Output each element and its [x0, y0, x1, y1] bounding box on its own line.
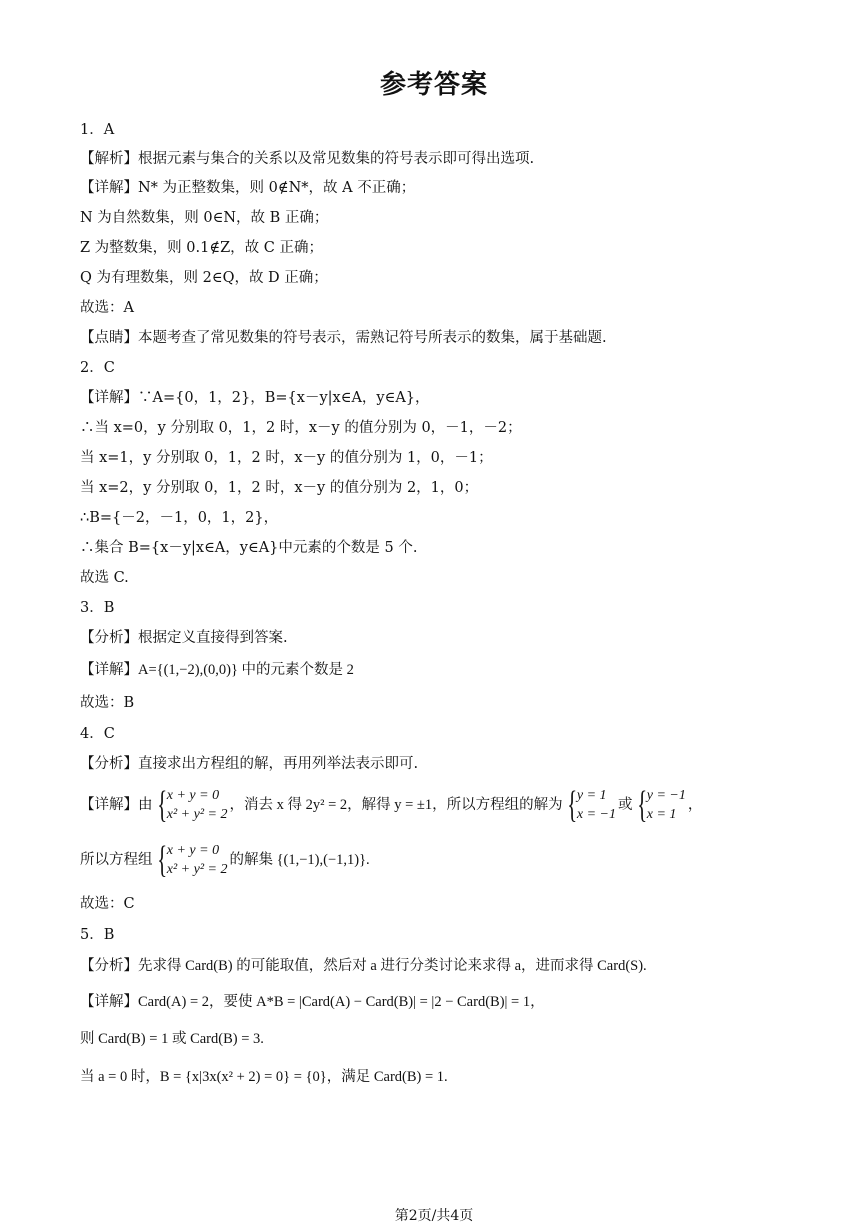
- equation-system: [155, 786, 228, 824]
- q4-solution-set: [80, 840, 800, 880]
- q1-detail-q: Q 为有理数集，则 2∈Q，故 D 正确；: [80, 270, 328, 286]
- equation-row: y = 1: [576, 788, 607, 803]
- equation-row: x + y = 0: [166, 843, 220, 858]
- q3-analysis: 【分析】根据定义直接得到答案.: [80, 630, 288, 646]
- brace-symbol: {: [566, 784, 577, 826]
- equation-row: y = −1: [646, 788, 686, 803]
- equation-row: x² + y² = 2: [166, 807, 228, 822]
- q2-count: ∴集合 B={x－y|x∈A，y∈A}中元素的个数是 5 个.: [80, 540, 418, 556]
- q4-detail-text-1: 【详解】由: [80, 797, 153, 813]
- solution-system-1: [565, 786, 616, 824]
- q3-number: 3．B: [80, 600, 115, 616]
- q1-detail-z: Z 为整数集，则 0.1∉Z，故 C 正确；: [80, 240, 323, 256]
- q1-detail-n: N 为自然数集，则 0∈N，故 B 正确；: [80, 210, 329, 226]
- page-number: 第2页/共4页: [394, 1208, 474, 1224]
- q4-analysis: 【分析】直接求出方程组的解，再用列举法表示即可.: [80, 756, 419, 772]
- q2-detail: 【详解】∵A={0，1，2}，B={x－y|x∈A，y∈A}，: [80, 390, 430, 406]
- q4-set-text-1: 所以方程组: [80, 852, 153, 868]
- brace-symbol: {: [156, 839, 167, 881]
- equation-row: x = −1: [576, 807, 616, 822]
- q5-detail-card: 则 Card(B) = 1 或 Card(B) = 3.: [80, 1031, 264, 1047]
- q1-detail: 【详解】N* 为正整数集，则 0∉N*，故 A 不正确；: [80, 180, 416, 196]
- q5-detail: 【详解】Card(A) = 2，要使 A*B = |Card(A) − Card(B)| = |2 − Card(B)| = 1，: [80, 994, 545, 1010]
- q2-set-b: ∴B={－2，－1，0，1，2}，: [80, 510, 279, 526]
- q1-comment: 【点睛】本题考查了常见数集的符号表示，需熟记符号所表示的数集，属于基础题.: [80, 330, 607, 346]
- brace-symbol: {: [156, 784, 167, 826]
- solution-system-2: [635, 786, 686, 824]
- q2-number: 2．C: [80, 360, 115, 376]
- q4-detail-text-4: ，: [687, 797, 703, 813]
- q3-choice: 故选：B: [80, 695, 135, 711]
- q4-number: 4．C: [80, 726, 115, 742]
- q4-detail: [80, 785, 800, 825]
- q5-analysis: 【分析】先求得 Card(B) 的可能取值，然后对 a 进行分类讨论来求得 a，进而求得 Card(S).: [80, 958, 647, 974]
- q4-detail-text-2: ，消去 x 得 2y² = 2，解得 y = ±1，所以方程组的解为: [229, 797, 563, 813]
- q4-detail-text-3: 或: [618, 797, 633, 813]
- equation-system: [155, 841, 228, 879]
- q1-choice: 故选：A: [80, 300, 134, 316]
- q3-detail: 【详解】A={(1,−2),(0,0)} 中的元素个数是 2: [80, 662, 354, 678]
- brace-symbol: {: [636, 784, 647, 826]
- equation-row: x + y = 0: [166, 788, 220, 803]
- q4-set-text-2: 的解集 {(1,−1),(−1,1)}.: [229, 852, 370, 868]
- q2-choice: 故选 C.: [80, 570, 129, 586]
- equation-row: x² + y² = 2: [166, 862, 228, 877]
- q2-step-x2: 当 x=2，y 分别取 0，1，2 时，x－y 的值分别为 2，1，0；: [80, 480, 479, 496]
- q4-choice: 故选：C: [80, 896, 135, 912]
- q2-step-x1: 当 x=1，y 分别取 0，1，2 时，x－y 的值分别为 1，0，－1；: [80, 450, 493, 466]
- q5-detail-case: 当 a = 0 时，B = {x|3x(x² + 2) = 0} = {0}，满足 Card(B) = 1.: [80, 1069, 448, 1085]
- q1-number: 1．A: [80, 122, 115, 138]
- q1-analysis: 【解析】根据元素与集合的关系以及常见数集的符号表示即可得出选项.: [80, 151, 535, 167]
- q5-number: 5．B: [80, 927, 115, 943]
- q2-step-x0: ∴当 x=0，y 分别取 0，1，2 时，x－y 的值分别为 0，－1，－2；: [80, 420, 522, 436]
- page-title: 参考答案: [379, 70, 488, 100]
- equation-row: x = 1: [646, 807, 677, 822]
